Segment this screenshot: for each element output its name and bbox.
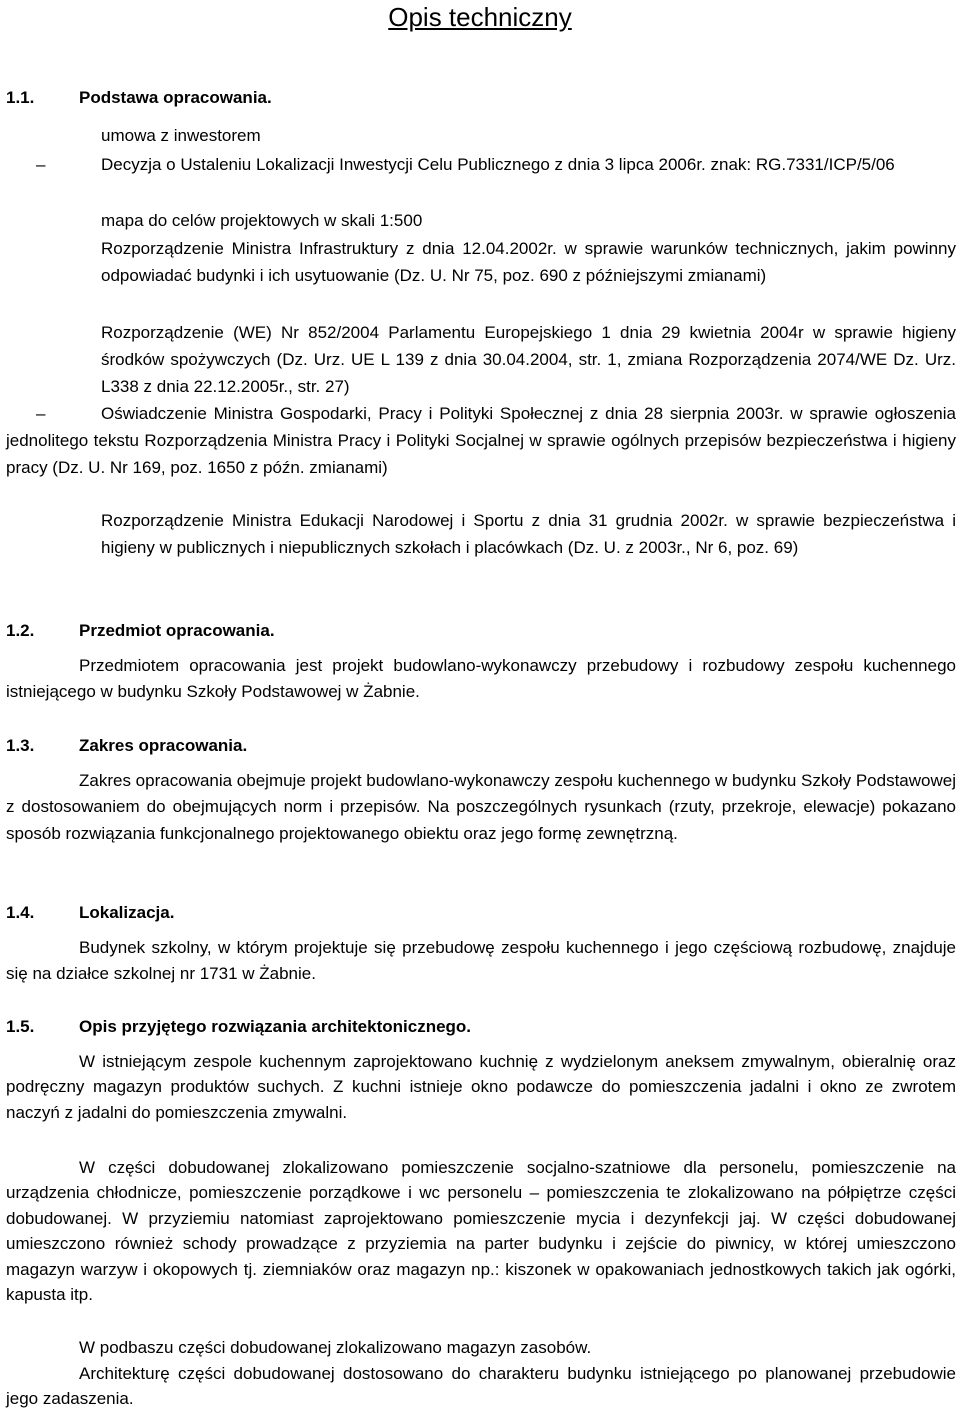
section-title: Podstawa opracowania. xyxy=(79,88,272,107)
section-heading-1-1 xyxy=(6,87,272,109)
section-number: 1.4. xyxy=(6,903,35,922)
paragraph-text: Architekturę części dobudowanej dostosowano do charakteru budynku istniejącego po planowanej przebudowie jego zadaszenia. xyxy=(6,1364,956,1409)
paragraph xyxy=(6,1155,956,1307)
section-heading-1-3 xyxy=(6,735,247,757)
dash-bullet: – xyxy=(36,404,46,423)
list-item xyxy=(6,235,956,289)
paragraph-text: Przedmiotem opracowania jest projekt budowlano-wykonawczy przebudowy i rozbudowy zespołu kuchennego istniejącego w budynku Szkoły Podstawowej w Żabnie. xyxy=(6,656,956,702)
section-heading-1-4 xyxy=(6,902,174,924)
paragraph xyxy=(6,653,956,706)
paragraph-text: W istniejącym zespole kuchennym zaprojektowano kuchnię z wydzielonym aneksem zmywalnym, obieralnię oraz podręczny magazyn produktów suchych. Z kuchni istnieje okno podawcze do pomieszczenia jadalni i okno ze zwrotem naczyń z jadalni do pomieszczenia zmywalni. xyxy=(6,1052,956,1122)
list-item xyxy=(6,207,956,234)
list-item-text: Rozporządzenie (WE) Nr 852/2004 Parlamentu Europejskiego 1 dnia 29 kwietnia 2004r w sprawie higieny środków spożywczych (Dz. Urz. UE L 139 z dnia 30.04.2004, str. 1, zmiana Rozporządzenia 2074/WE Dz. Urz. L338 z dnia 22.12.2005r., str. 27) xyxy=(101,323,956,396)
dash-bullet: – xyxy=(36,155,46,174)
list-item-text: Decyzja o Ustaleniu Lokalizacji Inwestycji Celu Publicznego z dnia 3 lipca 2006r. znak: RG.7331/ICP/5/06 xyxy=(101,155,895,174)
list-item xyxy=(6,319,956,400)
section-title: Zakres opracowania. xyxy=(79,736,248,755)
paragraph xyxy=(6,1361,956,1412)
section-number: 1.5. xyxy=(6,1017,35,1036)
paragraph-text: W części dobudowanej zlokalizowano pomieszczenie socjalno-szatniowe dla personelu, pomieszczenie na urządzenia chłodnicze, pomieszczenie porządkowe i wc personelu – pomieszczenia te zlokalizowano na półpiętrze części dobudowanej. W przyziemiu natomiast zaprojektowano pomieszczenie mycia i dezynfekcji jaj. W części dobudowanej umieszczono również schody prowadzące z przyziemia na parter budynku i zejście do piwnicy, w której umieszczono magazyn warzyw i okopowych tj. ziemniaków oraz magazyn np.: kiszonek w opakowaniach jednostkowych takich jak ogórki, kapusta itp. xyxy=(6,1158,956,1305)
section-title: Przedmiot opracowania. xyxy=(79,621,275,640)
list-item xyxy=(6,400,956,481)
list-item-text: umowa z inwestorem xyxy=(101,126,261,145)
section-heading-1-5 xyxy=(6,1016,471,1038)
section-heading-1-2 xyxy=(6,620,275,642)
list-item-text: mapa do celów projektowych w skali 1:500 xyxy=(101,211,423,230)
document-title: Opis techniczny xyxy=(388,2,572,32)
paragraph xyxy=(6,1335,956,1360)
paragraph-text: Budynek szkolny, w którym projektuje się przebudowę zespołu kuchennego i jego częściową rozbudowę, znajduje się na działce szkolnej nr 1731 w Żabnie. xyxy=(6,938,956,984)
list-item xyxy=(6,507,956,561)
paragraph-text: Zakres opracowania obejmuje projekt budowlano-wykonawczy zespołu kuchennego w budynku Szkoły Podstawowej z dostosowaniem do obejmujących norm i przepisów. Na poszczególnych rysunkach (rzuty, przekroje, elewacje) pokazano sposób rozwiązania funkcjonalnego projektowanego obiektu oraz jego formę zewnętrzną. xyxy=(6,771,956,843)
section-number: 1.3. xyxy=(6,736,35,755)
list-item-text: Rozporządzenie Ministra Edukacji Narodowej i Sportu z dnia 31 grudnia 2002r. w sprawie bezpieczeństwa i higieny w publicznych i niepublicznych szkołach i placówkach (Dz. U. z 2003r., Nr 6, poz. 69) xyxy=(101,511,956,557)
list-item xyxy=(6,151,956,178)
paragraph xyxy=(6,1049,956,1125)
paragraph xyxy=(6,935,956,988)
section-number: 1.2. xyxy=(6,621,35,640)
paragraph-text: W podbaszu części dobudowanej zlokalizowano magazyn zasobów. xyxy=(79,1338,592,1357)
paragraph xyxy=(6,768,956,847)
list-item-text: Rozporządzenie Ministra Infrastruktury z dnia 12.04.2002r. w sprawie warunków technicznych, jakim powinny odpowiadać budynki i ich usytuowanie (Dz. U. Nr 75, poz. 690 z późniejszymi zmianami) xyxy=(101,239,956,285)
section-title: Lokalizacja. xyxy=(79,903,175,922)
list-item-text: Oświadczenie Ministra Gospodarki, Pracy i Polityki Społecznej z dnia 28 sierpnia 2003r. w sprawie ogłoszenia jednolitego tekstu Rozporządzenia Ministra Pracy i Polityki Socjalnej w sprawie ogólnych przepisów bezpieczeństwa i higieny pracy (Dz. U. Nr 169, poz. 1650 z późn. zmianami) xyxy=(6,404,956,477)
section-number: 1.1. xyxy=(6,88,35,107)
list-item xyxy=(6,122,956,149)
section-title: Opis przyjętego rozwiązania architektonicznego. xyxy=(79,1017,472,1036)
